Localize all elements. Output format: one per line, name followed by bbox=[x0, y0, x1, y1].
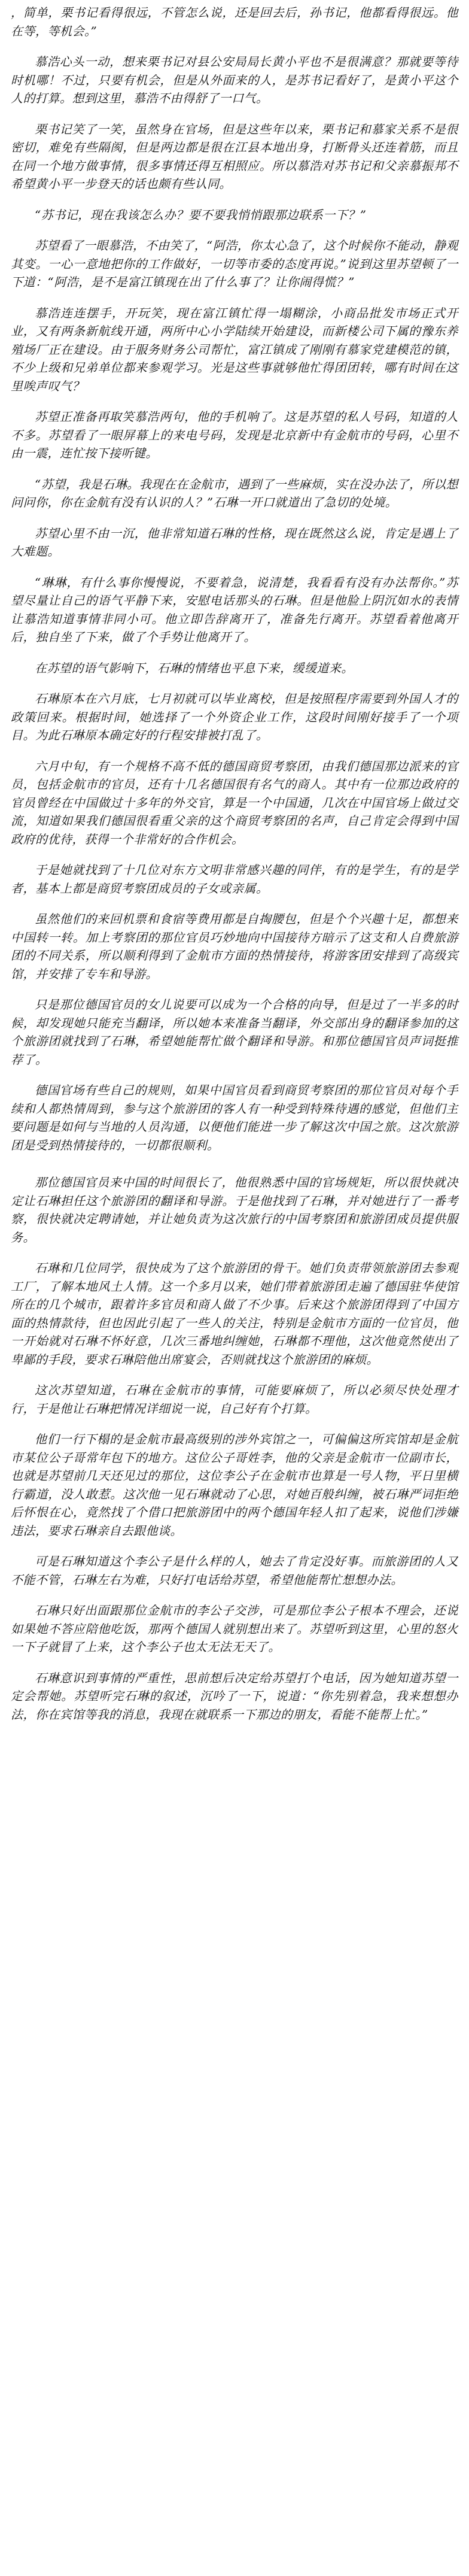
paragraph-10: “琳琳，有什么事你慢慢说，不要着急，说清楚，我看看有没有办法帮你。”苏望尽量让自己的语气平静下来，安慰电话那头的石琳。但是他脸上阴沉如水的表情让慕浩知道事情非同小可。他立即告辞离开了，准备先行离开。苏望看着他离开后，独自坐了下来，做了个手势让他离开了。 bbox=[11, 575, 458, 644]
paragraph-15: 虽然他们的来回机票和食宿等费用都是自掏腰包，但是个个兴趣十足，都想来中国转一转。加上考察团的那位官员巧妙地向中国接待方暗示了这支和人自费旅游团的不同关系，所以顺利得到了金航市方面的热情接待，将游客团安排到了高级宾馆，并安排了专车和导游。 bbox=[11, 912, 458, 981]
paragraph-1: ，简单，栗书记看得很远，不管怎么说，还是回去后，孙书记，他都看得很远。他在等，等机会。” bbox=[11, 5, 458, 38]
paragraph-2: 慕浩心头一动，想来栗书记对县公安局局长黄小平也不是很满意？那就要等待时机哪！不过，只要有机会，但是从外面来的人，是苏书记看好了，是黄小平这个人的打算。想到这里，慕浩不由得舒了一口气。 bbox=[11, 54, 458, 105]
paragraph-3: 栗书记笑了一笑，虽然身在官场，但是这些年以来，栗书记和慕家关系不是很密切，难免有些隔阂，但是两边都是很在江县本地出身，打断骨头还连着筋，而且在同一个地方做事情，很多事情还得互相照应。所以慕浩对苏书记和父亲慕振邦不希望黄小平一步登天的话也颇有些认同。 bbox=[11, 122, 458, 191]
paragraph-8: “苏望，我是石琳。我现在在金航市，遇到了一些麻烦，实在没办法了，所以想问问你，你在金航有没有认识的人？”石琳一开口就道出了急切的处境。 bbox=[11, 477, 458, 509]
paragraph-6: 慕浩连连摆手，开玩笑，现在富江镇忙得一塌糊涂，小商品批发市场正式开业，又有两条新航线开通，两所中心小学陆续开始建设，而新楼公司下属的豫东养殖场厂正在建设。由于服务财务公司帮忙，富江镇成了刚刚有慕家党建模范的镇，不少上级和兄弟单位都来参观学习。光是这些事就够他忙得团团转，哪有时间在这里唉声叹气？ bbox=[11, 305, 458, 393]
paragraph-21: 他们一行下榻的是金航市最高级别的涉外宾馆之一，可偏偏这所宾馆却是金航市某位公子哥常年包下的地方。这位公子哥姓李，他的父亲是金航市一位副市长，也就是苏望前几天还见过的那位，这位李公子在金航市也算是一号人物，平日里横行霸道，没人敢惹。这次他一见石琳就动了心思，对她百般纠缠，被石琳严词拒绝后怀恨在心，竟然找了个借口把旅游团中的两个德国年轻人扣了起来，说他们涉嫌违法，要求石琳亲自去跟他谈。 bbox=[11, 1432, 458, 1538]
paragraph-22: 可是石琳知道这个李公子是什么样的人，她去了肯定没好事。而旅游团的人又不能不管，石琳左右为难，只好打电话给苏望，希望他能帮忙想想办法。 bbox=[11, 1554, 458, 1587]
paragraph-4: “苏书记，现在我该怎么办？要不要我悄悄跟那边联系一下？” bbox=[35, 207, 367, 222]
paragraph-17: 德国官场有些自己的规则，如果中国官员看到商贸考察团的那位官员对每个手续和人都热情周到，参与这个旅游团的客人有一种受到特殊待遇的感觉，但他们主要问题是如何与当地的人员沟通，以便他们能进一步了解这次中国之旅。这次旅游团是受到热情接待的，一切都很顺利。 bbox=[11, 1083, 458, 1152]
paragraph-16: 只是那位德国官员的女儿说要可以成为一个合格的向导，但是过了一半多的时候，却发现她只能充当翻译，所以她本来准备当翻译，外交部出身的翻译参加的这个旅游团就找到了石琳，希望她能帮忙做个翻译和导游。和那位德国官员声词挺推荐了。 bbox=[11, 997, 458, 1067]
paragraph-7: 苏望正准备再取笑慕浩两句，他的手机响了。这是苏望的私人号码，知道的人不多。苏望看了一眼屏幕上的来电号码，发现是北京新中有金航市的号码，心里不由一震，连忙按下接听键。 bbox=[11, 409, 458, 460]
paragraph-11: 在苏望的语气影响下，石琳的情绪也平息下来，缓缓道来。 bbox=[35, 660, 354, 675]
paragraph-23: 石琳只好出面跟那位金航市的李公子交涉，可是那位李公子根本不理会，还说如果她不答应陪他吃饭，那两个德国人就别想出来了。苏望听到这里，心里的怒火一下子就冒了上来，这个李公子也太无法无天了。 bbox=[11, 1603, 458, 1654]
paragraph-5: 苏望看了一眼慕浩，不由笑了，“阿浩，你太心急了，这个时候你不能动，静观其变。一心一意地把你的工作做好，一切等市委的态度再说。”说到这里苏望顿了一下道：“阿浩，是不是富江镇现在出了什么事了？让你闹得慌？” bbox=[11, 238, 458, 289]
paragraph-12: 石琳原本在六月底，七月初就可以毕业离校，但是按照程序需要到外国人才的政策回来。根据时间，她选择了一个外资企业工作，这段时间刚好接手了一个项目。为此石琳原本确定好的行程安排被打乱了。 bbox=[11, 691, 458, 742]
paragraph-13: 六月中旬，有一个规格不高不低的德国商贸考察团，由我们德国那边派来的官员，包括金航市的官员，还有十几名德国很有名气的商人。其中有一位那边政府的官员曾经在中国做过十多年的外交官，算是一个中国通，几次在中国官场上做过交流，知道如果我们德国很看重父亲的这个商贸考察团的名声，自己肯定会得到中国政府的优待，获得一个非常好的合作机会。 bbox=[11, 758, 458, 846]
paragraph-24: 石琳意识到事情的严重性，思前想后决定给苏望打个电话，因为她知道苏望一定会帮她。苏望听完石琳的叙述，沉吟了一下，说道：“你先别着急，我来想想办法，你在宾馆等我的消息，我现在就联系一下那边的朋友，看能不能帮上忙。” bbox=[11, 1670, 458, 1722]
paragraph-19: 石琳和几位同学，很快成为了这个旅游团的骨干。她们负责带领旅游团去参观工厂，了解本地风土人情。这一个多月以来，她们带着旅游团走遍了德国驻华使馆所在的几个城市，跟着许多官员和商人做了不少事。后来这个旅游团得到了中国方面的热情款待，但也因此引起了一些人的关注，特别是金航市方面的一位官员，他一开始就对石琳不怀好意，几次三番地纠缠她，石琳都不理他，这次他竟然使出了卑鄙的手段，要求石琳陪他出席宴会，否则就找这个旅游团的麻烦。 bbox=[11, 1261, 458, 1367]
paragraph-18: 那位德国官员来中国的时间很长了，他很熟悉中国的官场规矩，所以很快就决定让石琳担任这个旅游团的翻译和导游。于是他找到了石琳，并对她进行了一番考察，很快就决定聘请她，并让她负责为这次旅行的中国考察团和旅游团成员提供服务。 bbox=[11, 1175, 458, 1245]
paragraph-20: 这次苏望知道，石琳在金航市的事情，可能要麻烦了，所以必须尽快处理才行，于是他让石琳把情况详细说一说，自己好有个打算。 bbox=[11, 1383, 458, 1416]
paragraph-9: 苏望心里不由一沉，他非常知道石琳的性格，现在既然这么说，肯定是遇上了大难题。 bbox=[11, 526, 458, 559]
paragraph-14: 于是她就找到了十几位对东方文明非常感兴趣的同伴，有的是学生，有的是学者，基本上都是商贸考察团成员的子女或亲属。 bbox=[11, 863, 458, 896]
